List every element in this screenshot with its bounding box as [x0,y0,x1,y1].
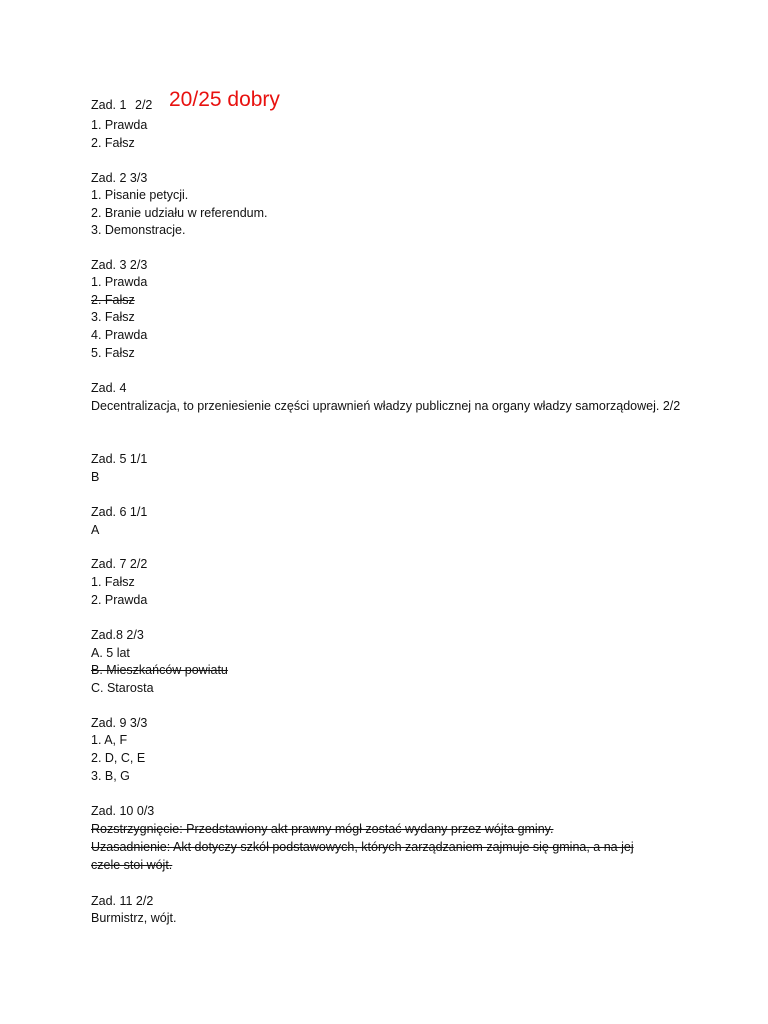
task-9-answer: 2. D, C, E [91,751,146,765]
task-3-answer-struck: 2. Fałsz [91,293,135,307]
task-3-answer: 4. Prawda [91,328,148,342]
task-5-answer: B [91,470,100,484]
task-10-justification-struck: Uzasadnienie: Akt dotyczy szkół podstawowych, których zarządzaniem zajmuje się gmina, a na jej czele stoi wójt. [91,840,634,872]
task-9-header: Zad. 9 3/3 [91,716,148,730]
task-2-answer: 3. Demonstracje. [91,223,186,237]
task-11-header: Zad. 11 2/2 [91,894,154,908]
task-10-decision-struck: Rozstrzygnięcie: Przedstawiony akt prawny mógł zostać wydany przez wójta gminy. [91,822,554,836]
task-10-header: Zad. 10 0/3 [91,804,155,818]
task-7-header: Zad. 7 2/2 [91,557,148,571]
task-1-answer: 2. Fałsz [91,136,135,150]
task-2-header: Zad. 2 3/3 [91,171,148,185]
task-5-header: Zad. 5 1/1 [91,452,148,466]
task-1-score: 2/2 [135,98,153,112]
task-4-answer: Decentralizacja, to przeniesienie części uprawnień władzy publicznej na organy władzy samorządowej. 2/2 [91,399,681,413]
task-8-answer: A. 5 lat [91,646,130,660]
task-2-answer: 2. Branie udziału w referendum. [91,206,268,220]
task-8-answer: C. Starosta [91,681,154,695]
task-11-answer: Burmistrz, wójt. [91,911,177,925]
task-4-header: Zad. 4 [91,381,127,395]
task-6-header: Zad. 6 1/1 [91,505,148,519]
task-2-answer: 1. Pisanie petycji. [91,188,189,202]
task-3-answer: 5. Fałsz [91,346,135,360]
task-7-answer: 1. Fałsz [91,575,135,589]
task-3-answer: 3. Fałsz [91,310,135,324]
task-9-answer: 3. B, G [91,769,130,783]
task-6-answer: A [91,523,100,537]
task-1-label: Zad. 1 [91,98,127,112]
task-7-answer: 2. Prawda [91,593,148,607]
task-3-header: Zad. 3 2/3 [91,258,148,272]
task-9-answer: 1. A, F [91,733,128,747]
final-grade: 20/25 dobry [169,88,280,111]
task-8-answer-struck: B. Mieszkańców powiatu [91,663,228,677]
task-8-header: Zad.8 2/3 [91,628,144,642]
task-3-answer: 1. Prawda [91,275,148,289]
task-1-answer: 1. Prawda [91,118,148,132]
